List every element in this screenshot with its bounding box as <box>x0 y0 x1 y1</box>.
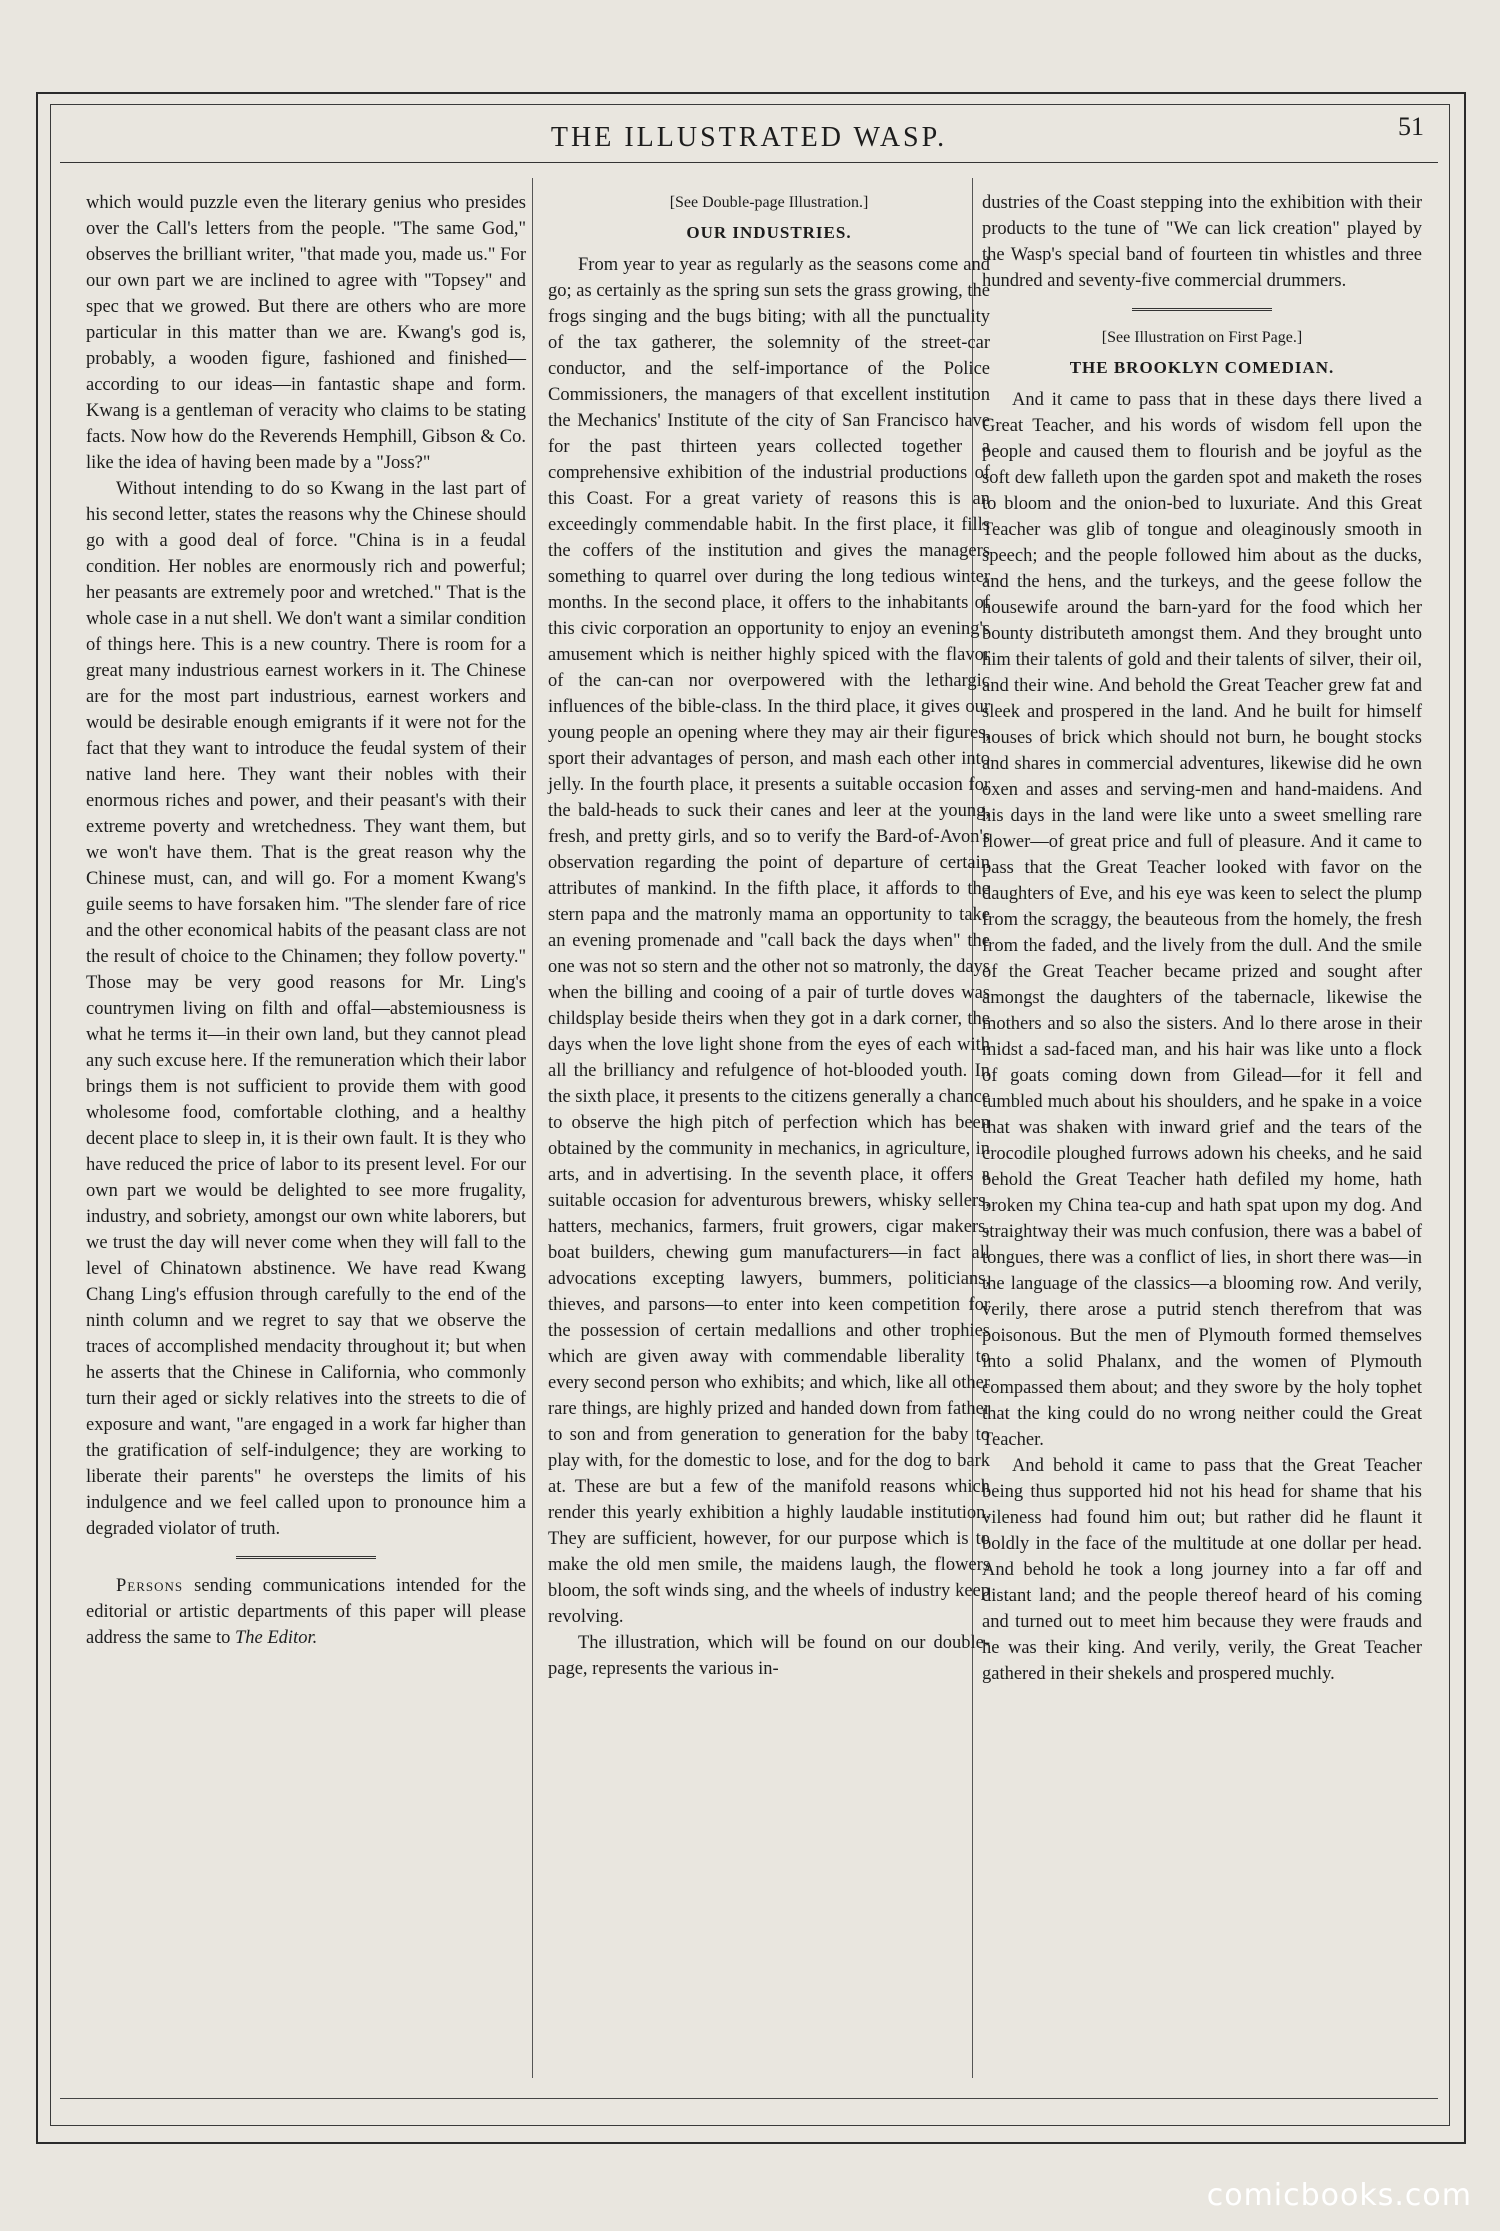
site-watermark: comicbooks.com <box>1206 2178 1472 2213</box>
column-1 <box>86 190 526 1651</box>
article-paragraph: And behold it came to pass that the Great Teacher being thus supported hid not his head for shame that his vileness had found him out; but rather did he flaunt it boldly in the face of the multitude at one dollar per head. And behold he took a long journey into a far off and distant land; and the people thereof heard of his coming and turned out to meet him because they were frauds and he was their king. And verily, verily, the Great Teacher gathered in their shekels and prospered muchly. <box>982 1456 1422 1684</box>
column-2 <box>548 190 990 1682</box>
editorial-notice <box>86 1573 526 1651</box>
illustration-note: [See Illustration on First Page.] <box>1101 329 1303 346</box>
article-paragraph: From year to year as regularly as the seasons come and go; as certainly as the spring sun sets the grass growing, the frogs singing and the bugs biting; with all the punctuality of the tax gatherer, the solemnity of the street-car conductor, and the self-importance of the Police Commissioners, the managers of that excellent institution the Mechanics' Institute of the city of San Francisco have for the past thirteen years collected together a comprehensive exhibition of the industrial productions of this Coast. For a great variety of reasons this is an exceedingly commendable habit. In the first place, it fills the coffers of the institution and gives the managers something to quarrel over during the long tedious winter months. In the second place, it offers to the inhabitants of this civic corporation an opportunity to enjoy an evening's amusement which is neither highly spiced with the flavor of the can-can nor overpowered with the lethargic influences of the bible-class. In the third place, it gives our young people an opening where they may air their figures, sport their advantages of person, and mash each other into jelly. In the fourth place, it presents a suitable occasion for the bald-heads to suck their canes and leer at the young, fresh, and pretty girls, and so to verify the Bard-of-Avon's observation regarding the point of departure of certain attributes of mankind. In the fifth place, it affords to the stern papa and the matronly mama an opportunity to take an evening promenade and "call back the days when" the one was not so stern and the other not so matronly, the days when the billing and cooing of a pair of turtle doves was childsplay beside theirs when they got in a dark corner, the days when the love light shone from the eyes of each with all the brilliancy and refulgence of hot-blooded youth. In the sixth place, it presents to the citizens generally a chance to observe the high pitch of perfection which has been obtained by the community in mechanics, in agriculture, in arts, and in advertising. In the seventh place, it offers a suitable occasion for adventurous brewers, whisky sellers, hatters, mechanics, farmers, fruit growers, cigar makers, boat builders, chewing gum manufacturers—in fact all advocations excepting lawyers, bummers, politicians, thieves, and parsons—to enter into keen competition for the possession of certain medallions and other trophies which are given away with commendable liberality to every second person who exhibits; and which, like all other rare things, are highly prized and handed down from father to son and from generation to generation for the baby to play with, for the domestic to lose, and for the dog to bark at. These are but a few of the manifold reasons which render this yearly exhibition a highly laudable institution. They are sufficient, however, for our purpose which is to make the old men smile, the maidens laugh, the flowers bloom, the soft winds sing, and the wheels of industry keep revolving. <box>548 255 990 1627</box>
section-divider <box>236 1556 376 1559</box>
column-3 <box>982 190 1422 1687</box>
article-paragraph: dustries of the Coast stepping into the exhibition with their products to the tune of "We can lick creation" played by the Wasp's special band of fourteen tin whistles and three hundred and seventy-five commercial drummers. <box>982 193 1422 291</box>
notice-lead: Persons <box>116 1576 184 1596</box>
article-paragraph: The illustration, which will be found on our double-page, represents the various in- <box>548 1633 990 1679</box>
illustration-note: [See Double-page Illustration.] <box>669 194 869 211</box>
article-heading: OUR INDUSTRIES. <box>686 223 852 242</box>
notice-body: sending communications intended for the editorial or artistic departments of this paper will please address the same to <box>86 1576 526 1648</box>
page-number: 51 <box>1398 112 1424 141</box>
section-divider <box>1132 308 1272 311</box>
article-heading: THE BROOKLYN COMEDIAN. <box>1069 358 1335 377</box>
article-paragraph: which would puzzle even the literary genius who presides over the Call's letters from the people. "The same God," observes the brilliant writer, "that made you, made us." For our own part we are inclined to agree with "Topsey" and spec that we growed. But there are others who are more particular in this matter than we are. Kwang's god is, probably, a wooden figure, fashioned and finished—according to our ideas—in fantastic shape and form. Kwang is a gentleman of veracity who claims to be stating facts. Now how do the Reverends Hemphill, Gibson & Co. like the idea of having been made by a "Joss?" <box>86 193 526 473</box>
page-header <box>60 112 1438 163</box>
notice-signature: The Editor. <box>235 1628 318 1648</box>
column-divider <box>532 178 533 2078</box>
article-paragraph: Without intending to do so Kwang in the last part of his second letter, states the reasons why the Chinese should go with a good deal of force. "China is in a feudal condition. Her nobles are enormously rich and powerful; her peasants are extremely poor and wretched." That is the whole case in a nut shell. We don't want a similar condition of things here. This is a new country. There is room for a great many industrious earnest workers in it. The Chinese are for the most part industrious, earnest workers and would be desirable enough emigrants if it were not for the fact that they want to introduce the feudal system of their native land here. They want their nobles with their enormous riches and power, and their peasant's with their extreme poverty and wretchedness. They want them, but we won't have them. That is the great reason why the Chinese must, can, and will go. For a moment Kwang's guile seems to have forsaken him. "The slender fare of rice and the other economical habits of the peasant class are not the result of choice to the Chinamen; they follow poverty." Those may be very good reasons for Mr. Ling's countrymen living on filth and offal—abstemiousness is what he terms it—in their own land, but they cannot plead any such excuse here. If the remuneration which their labor brings them is not sufficient to provide them with good wholesome food, comfortable clothing, and a healthy decent place to sleep in, it is their own fault. It is they who have reduced the price of labor to its present level. For our own part we would be delighted to see more frugality, industry, and sobriety, amongst our own white laborers, but we trust the day will never come when they will fall to the level of Chinatown abstinence. We have read Kwang Chang Ling's effusion through carefully to the end of the ninth column and we regret to say that we observe the traces of accomplished mendacity throughout it; but when he asserts that the Chinese in California, who commonly turn their aged or sickly relatives into the streets to die of exposure and want, "are engaged in a work far higher than the gratification of self-indulgence; they are working to liberate their parents" he oversteps the limits of his indulgence and we feel called upon to pronounce him a degraded violator of truth. <box>86 479 526 1539</box>
page-bottom-rule <box>60 2098 1438 2099</box>
article-paragraph: And it came to pass that in these days there lived a Great Teacher, and his words of wisdom fell upon the people and caused them to flourish and be joyful as the soft dew falleth upon the garden spot and maketh the roses to bloom and the onion-bed to luxuriate. And this Great Teacher was glib of tongue and oleaginously smooth in speech; and the people followed him about as the ducks, and the hens, and the turkeys, and the geese follow the housewife around the barn-yard for the food which her bounty distributeth amongst them. And they brought unto him their talents of gold and their talents of silver, their oil, and their wine. And behold the Great Teacher grew fat and sleek and prospered in the land. And he built for himself houses of brick which should not burn, he bought stocks and shares in commercial adventures, likewise did he own oxen and asses and serving-men and hand-maidens. And his days in the land were like unto a sweet smelling rare flower—of great price and full of pleasure. And it came to pass that the Great Teacher looked with favor on the daughters of Eve, and his eye was keen to select the plump from the scraggy, the beauteous from the homely, the fresh from the faded, and the lively from the dull. And the smile of the Great Teacher became prized and sought after amongst the daughters of the tabernacle, likewise the mothers and so also the sisters. And lo there arose in their midst a sad-faced man, and his hair was like unto a flock of goats coming down from Gilead—for it fell and tumbled much about his shoulders, and he spake in a voice that was shaken with inward grief and the tears of the crocodile ploughed furrows adown his cheeks, and he said behold the Great Teacher hath defiled my home, hath broken my China tea-cup and hath spat upon my dog. And straightway their was much confusion, there was a babel of tongues, there was a conflict of lies, in short there was—in the language of the classics—a blooming row. And verily, verily, there arose a putrid stench therefrom that was poisonous. But the men of Plymouth formed themselves into a solid Phalanx, and the women of Plymouth compassed them about; and they swore by the holy tophet that the king could do no wrong neither could the Great Teacher. <box>982 390 1422 1450</box>
masthead-title: THE ILLUSTRATED WASP. <box>550 122 948 153</box>
